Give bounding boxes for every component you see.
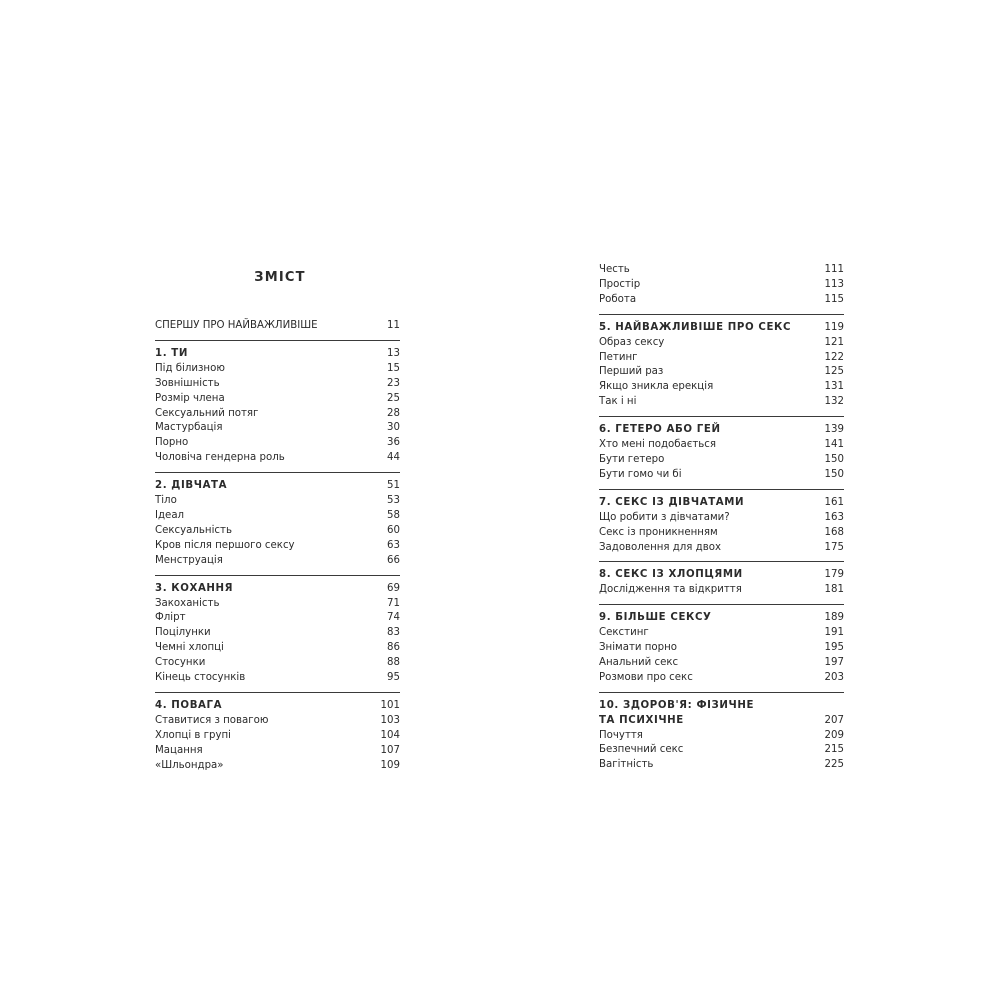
toc-page-number: 109 xyxy=(380,759,400,771)
toc-entry xyxy=(599,468,844,483)
toc-intro-group xyxy=(155,319,400,334)
toc-entry xyxy=(155,377,400,392)
toc-entry-label: Кінець стосунків xyxy=(155,672,246,684)
toc-entry-label: СПЕРШУ ПРО НАЙВАЖЛИВІШЕ xyxy=(155,320,318,331)
toc-entry xyxy=(599,453,844,468)
toc-entry-label: Так і ні xyxy=(599,396,637,408)
toc-page-number: 66 xyxy=(387,554,400,566)
toc-chapter-9 xyxy=(599,604,844,686)
toc-entry-label: Дослідження та відкриття xyxy=(599,584,742,596)
toc-entry-label: Бути гетеро xyxy=(599,453,665,465)
toc-entry-label: Хто мені подобається xyxy=(599,439,717,451)
toc-entry-label: Розмір члена xyxy=(155,392,225,404)
toc-entry xyxy=(155,744,400,759)
toc-page-number: 28 xyxy=(387,407,400,419)
toc-entry xyxy=(155,436,400,451)
toc-page-number: 25 xyxy=(387,392,400,404)
toc-page-number: 122 xyxy=(824,351,844,363)
toc-entry xyxy=(599,758,844,773)
page-title: ЗМІСТ xyxy=(254,270,306,285)
toc-entry-label: Знімати порно xyxy=(599,642,677,654)
toc-entry-label: Секстинг xyxy=(599,627,649,639)
toc-entry-label: Анальний секс xyxy=(599,656,679,668)
toc-page-number: 30 xyxy=(387,422,400,434)
toc-page-number: 215 xyxy=(824,744,844,756)
toc-entry xyxy=(155,421,400,436)
toc-page-number: 141 xyxy=(824,439,844,451)
toc-entry-label: Робота xyxy=(599,293,637,305)
toc-page-number: 83 xyxy=(387,627,400,639)
toc-entry-label: Порно xyxy=(155,437,189,449)
toc-entry xyxy=(599,351,844,366)
toc-entry xyxy=(155,494,400,509)
toc-page-number: 13 xyxy=(387,347,400,359)
toc-entry xyxy=(155,714,400,729)
toc-chapter-label: 3. КОХАННЯ xyxy=(155,582,234,594)
toc-entry xyxy=(155,656,400,671)
toc-chapter-heading xyxy=(155,347,400,362)
toc-page-number: 168 xyxy=(824,526,844,538)
toc-chapter-label: 7. СЕКС ІЗ ДІВЧАТАМИ xyxy=(599,496,745,508)
toc-page-number: 161 xyxy=(824,496,844,508)
toc-entry-label: Честь xyxy=(599,264,630,275)
toc-page-number: 189 xyxy=(824,612,844,624)
toc-chapter-7 xyxy=(599,489,844,556)
toc-entry-label: Флірт xyxy=(155,612,186,624)
toc-entry xyxy=(599,365,844,380)
toc-entry-label: Вагітність xyxy=(599,759,654,771)
toc-entry xyxy=(599,336,844,351)
toc-entry-label: Зовнішність xyxy=(155,377,220,389)
toc-page-number: 203 xyxy=(824,671,844,683)
toc-page-number: 125 xyxy=(824,366,844,378)
toc-entry-label: Тіло xyxy=(155,495,177,507)
toc-entry xyxy=(599,395,844,410)
toc-entry xyxy=(155,524,400,539)
toc-entry xyxy=(599,541,844,556)
toc-chapter-heading xyxy=(599,568,844,583)
toc-entry-label: Петинг xyxy=(599,351,638,363)
toc-page-number: 15 xyxy=(387,362,400,374)
toc-entry xyxy=(599,626,844,641)
toc-entry xyxy=(155,729,400,744)
toc-entry xyxy=(155,641,400,656)
toc-chapter-6 xyxy=(599,416,844,483)
toc-entry xyxy=(599,729,844,744)
toc-page-number: 121 xyxy=(824,336,844,348)
toc-page-number: 191 xyxy=(824,627,844,639)
toc-entry-label: Чемні хлопці xyxy=(155,642,224,654)
toc-page-number: 44 xyxy=(387,452,400,464)
toc-entry xyxy=(599,671,844,686)
toc-chapter-heading-line1 xyxy=(599,699,844,714)
toc-continuation-group xyxy=(599,263,844,308)
toc-right-column xyxy=(599,263,844,773)
toc-chapter-heading xyxy=(155,582,400,597)
toc-entry-label: Мацання xyxy=(155,744,203,756)
toc-entry-label: Почуття xyxy=(599,729,643,741)
toc-entry xyxy=(599,438,844,453)
toc-page-number: 115 xyxy=(824,293,844,305)
toc-chapter-heading xyxy=(599,321,844,336)
toc-page-number: 23 xyxy=(387,377,400,389)
toc-entry-label: Ідеал xyxy=(155,509,185,521)
toc-chapter-heading xyxy=(599,496,844,511)
toc-chapter-heading xyxy=(599,611,844,626)
toc-chapter-label: 1. ТИ xyxy=(155,347,188,359)
toc-entry-label: Поцілунки xyxy=(155,627,211,639)
toc-page-number: 113 xyxy=(824,278,844,290)
toc-page-number: 69 xyxy=(387,582,400,594)
toc-entry xyxy=(155,759,400,774)
toc-chapter-label: ТА ПСИХІЧНЕ xyxy=(599,714,684,726)
toc-chapter-heading xyxy=(155,479,400,494)
toc-entry-label: «Шльондра» xyxy=(155,759,224,771)
toc-chapter-heading xyxy=(155,699,400,714)
toc-chapter-5 xyxy=(599,314,844,410)
toc-chapter-label: 6. ГЕТЕРО АБО ГЕЙ xyxy=(599,424,721,436)
toc-page-number: 104 xyxy=(380,729,400,741)
toc-page-number: 58 xyxy=(387,509,400,521)
toc-entry-label: Сексуальний потяг xyxy=(155,407,259,419)
toc-entry xyxy=(155,554,400,569)
toc-entry-label: Задоволення для двох xyxy=(599,541,721,553)
toc-entry xyxy=(155,407,400,422)
toc-page-number: 53 xyxy=(387,495,400,507)
toc-page-number: 197 xyxy=(824,656,844,668)
toc-entry-label: Секс із проникненням xyxy=(599,526,718,538)
toc-page-number: 63 xyxy=(387,539,400,551)
toc-entry-label: Стосунки xyxy=(155,657,206,669)
toc-page-number: 101 xyxy=(380,699,400,711)
toc-entry-label: Під білизною xyxy=(155,362,225,374)
toc-page-number: 207 xyxy=(824,714,844,726)
toc-chapter-1 xyxy=(155,340,400,466)
toc-entry-label: Розмови про секс xyxy=(599,671,693,683)
toc-page-number: 163 xyxy=(824,511,844,523)
toc-page-number: 150 xyxy=(824,468,844,480)
toc-page-number: 103 xyxy=(380,714,400,726)
toc-entry xyxy=(155,597,400,612)
toc-chapter-label: 8. СЕКС ІЗ ХЛОПЦЯМИ xyxy=(599,569,743,581)
toc-page-number: 175 xyxy=(824,541,844,553)
toc-entry-label: Ставитися з повагою xyxy=(155,714,269,726)
toc-page-number: 86 xyxy=(387,642,400,654)
toc-entry-label: Мастурбація xyxy=(155,422,223,434)
toc-entry xyxy=(599,278,844,293)
toc-page-number: 225 xyxy=(824,759,844,771)
toc-entry-label: Образ сексу xyxy=(599,336,665,348)
toc-page-number: 51 xyxy=(387,480,400,492)
toc-chapter-label: 5. НАЙВАЖЛИВІШЕ ПРО СЕКС xyxy=(599,321,792,333)
toc-entry xyxy=(599,656,844,671)
toc-entry xyxy=(599,743,844,758)
toc-entry xyxy=(155,362,400,377)
toc-page-number: 11 xyxy=(387,320,400,331)
toc-page-number: 74 xyxy=(387,612,400,624)
toc-page-number: 131 xyxy=(824,381,844,393)
toc-intro-row xyxy=(155,319,400,334)
toc-page-number: 209 xyxy=(824,729,844,741)
toc-chapter-label: 4. ПОВАГА xyxy=(155,699,223,711)
toc-entry-label: Сексуальність xyxy=(155,524,232,536)
toc-page-number: 88 xyxy=(387,657,400,669)
toc-page-number: 179 xyxy=(824,569,844,581)
toc-entry-label: Безпечний секс xyxy=(599,744,684,756)
toc-page-number: 36 xyxy=(387,437,400,449)
toc-entry-label: Кров після першого сексу xyxy=(155,539,295,551)
toc-entry xyxy=(155,626,400,641)
toc-left-column xyxy=(155,319,400,773)
toc-page-number: 132 xyxy=(824,396,844,408)
toc-entry xyxy=(155,539,400,554)
toc-entry xyxy=(599,263,844,278)
toc-entry-label: Якщо зникла ерекція xyxy=(599,381,714,393)
toc-chapter-10 xyxy=(599,692,844,774)
toc-page-number: 150 xyxy=(824,453,844,465)
toc-entry-label: Простір xyxy=(599,278,641,290)
toc-page-number: 181 xyxy=(824,584,844,596)
toc-page-number: 60 xyxy=(387,524,400,536)
toc-entry xyxy=(155,451,400,466)
toc-page-number: 107 xyxy=(380,744,400,756)
toc-entry-label: Перший раз xyxy=(599,366,664,378)
toc-entry-label: Чоловіча гендерна роль xyxy=(155,452,285,464)
toc-chapter-4 xyxy=(155,692,400,774)
toc-page-number: 95 xyxy=(387,672,400,684)
toc-chapter-heading-line2 xyxy=(599,714,844,729)
toc-page-number: 119 xyxy=(824,321,844,333)
toc-entry xyxy=(599,293,844,308)
toc-page-number: 111 xyxy=(824,264,844,275)
toc-entry xyxy=(599,583,844,598)
toc-chapter-label: 10. ЗДОРОВ'Я: ФІЗИЧНЕ xyxy=(599,699,755,711)
toc-entry xyxy=(155,392,400,407)
toc-chapter-label: 2. ДІВЧАТА xyxy=(155,480,228,492)
toc-entry xyxy=(599,526,844,541)
toc-entry xyxy=(599,641,844,656)
toc-page-number: 195 xyxy=(824,642,844,654)
toc-entry xyxy=(599,511,844,526)
toc-entry xyxy=(155,611,400,626)
toc-entry xyxy=(155,509,400,524)
toc-chapter-2 xyxy=(155,472,400,568)
toc-chapter-heading xyxy=(599,423,844,438)
toc-entry-label: Закоханість xyxy=(155,597,220,609)
toc-entry-label: Хлопці в групі xyxy=(155,729,231,741)
toc-page-number: 139 xyxy=(824,424,844,436)
toc-entry xyxy=(155,671,400,686)
toc-page-number: 71 xyxy=(387,597,400,609)
toc-entry-label: Бути гомо чи бі xyxy=(599,468,682,480)
toc-entry-label: Що робити з дівчатами? xyxy=(599,511,730,523)
toc-chapter-3 xyxy=(155,575,400,686)
toc-entry-label: Менструація xyxy=(155,554,223,566)
toc-chapter-label: 9. БІЛЬШЕ СЕКСУ xyxy=(599,612,712,624)
toc-chapter-8 xyxy=(599,561,844,598)
toc-entry xyxy=(599,380,844,395)
